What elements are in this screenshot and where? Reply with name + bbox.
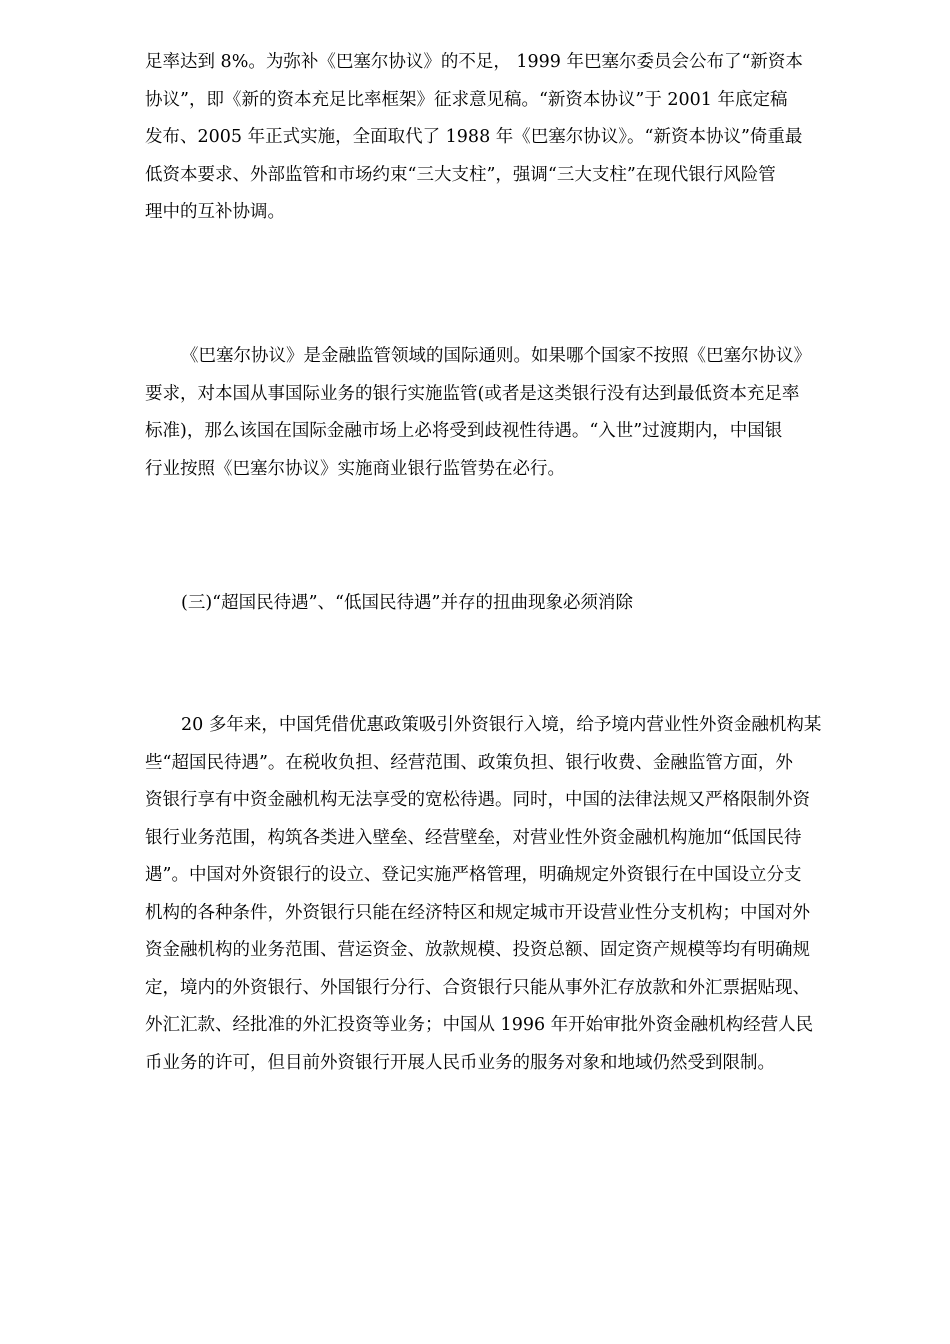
- text-line: 资银行享有中资金融机构无法享受的宽松待遇。同时，中国的法律法规又严格限制外资: [145, 790, 810, 810]
- text-line: 行业按照《巴塞尔协议》实施商业银行监管势在必行。: [145, 458, 565, 479]
- text-line: 20 多年来，中国凭借优惠政策吸引外资银行入境，给予境内营业性外资金融机构某: [181, 715, 822, 735]
- paragraph-basel-new-capital-accord: [145, 44, 875, 232]
- text-line: 定，境内的外资银行、外国银行分行、合资银行只能从事外汇存放款和外汇票据贴现、: [145, 977, 810, 998]
- text-line: 银行业务范围，构筑各类进入壁垒、经营壁垒，对营业性外资金融机构施加“低国民待: [145, 827, 802, 848]
- text-line: 足率达到 8%。为弥补《巴塞尔协议》的不足， 1999 年巴塞尔委员会公布了“新资本: [145, 52, 803, 72]
- section-heading: [145, 585, 875, 623]
- text-line: 标准)，那么该国在国际金融市场上必将受到歧视性待遇。“入世”过渡期内，中国银: [145, 421, 783, 441]
- text-line: 币业务的许可，但目前外资银行开展人民币业务的服务对象和地域仍然受到限制。: [145, 1052, 775, 1073]
- text-line: 些“超国民待遇”。在税收负担、经营范围、政策负担、银行收费、金融监管方面，外: [145, 752, 793, 773]
- text-line: 要求，对本国从事国际业务的银行实施监管(或者是这类银行没有达到最低资本充足率: [145, 383, 800, 404]
- text-line: 协议”，即《新的资本充足比率框架》征求意见稿。“新资本协议”于 2001 年底定稿: [145, 89, 788, 110]
- text-line: 遇”。中国对外资银行的设立、登记实施严格管理，明确规定外资银行在中国设立分支: [145, 865, 802, 885]
- paragraph-national-treatment: [145, 707, 875, 1082]
- text-line: 理中的互补协调。: [145, 202, 285, 222]
- text-line: 机构的各种条件，外资银行只能在经济特区和规定城市开设营业性分支机构；中国对外: [145, 902, 810, 923]
- text-line: 资金融机构的业务范围、营运资金、放款规模、投资总额、固定资产规模等均有明确规: [145, 940, 810, 960]
- paragraph-basel-international-rule: [145, 338, 875, 488]
- section-heading-text: (三)“超国民待遇”、“低国民待遇”并存的扭曲现象必须消除: [181, 593, 633, 613]
- text-line: 低资本要求、外部监管和市场约束“三大支柱”，强调“三大支柱”在现代银行风险管: [145, 164, 776, 185]
- text-line: 外汇汇款、经批准的外汇投资等业务；中国从 1996 年开始审批外资金融机构经营人民: [145, 1015, 814, 1035]
- text-line: 《巴塞尔协议》是金融监管领域的国际通则。如果哪个国家不按照《巴塞尔协议》: [181, 346, 811, 366]
- text-line: 发布、2005 年正式实施，全面取代了 1988 年《巴塞尔协议》。“新资本协议”倚重最: [145, 127, 803, 147]
